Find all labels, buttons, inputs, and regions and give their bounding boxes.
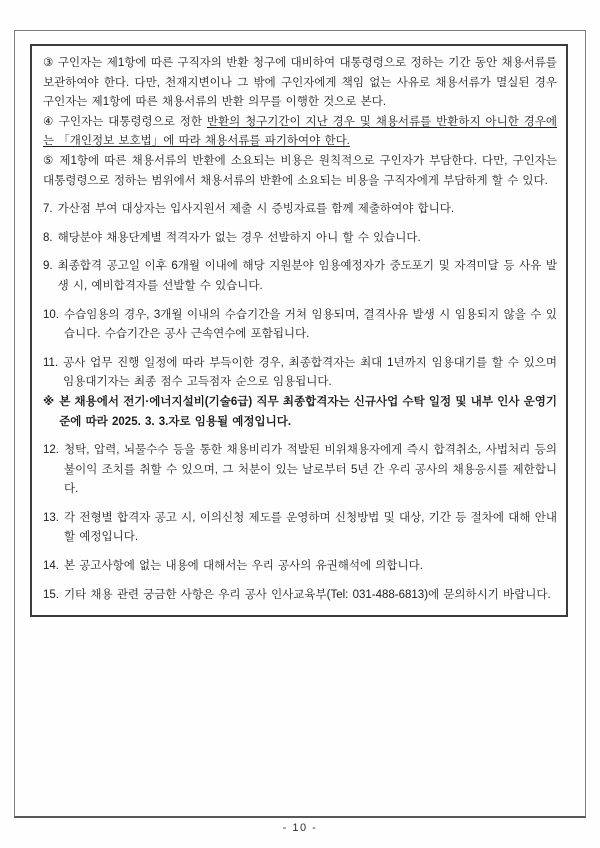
clause-4-underlined-text: 반환의 청구기간이 지난 경우 및 채용서류를 반환하지 아니한 경우에는 「개인정보 보호법」에 따라 채용서류를 파기하여야 한다. xyxy=(43,115,557,148)
item-number: 10. xyxy=(43,308,59,321)
list-item-14 xyxy=(43,557,557,577)
item-text: 최종합격 공고일 이후 6개월 이내에 해당 지원분야 임용예정자가 중도포기 및 자격미달 등 사유 발생 시, 예비합격자를 선발할 수 있습니다. xyxy=(57,260,557,292)
list-item-10 xyxy=(43,306,557,345)
item-text: 해당분야 채용단계별 적격자가 없는 경우 선발하지 아니 할 수 있습니다. xyxy=(57,231,421,244)
item-text: 수습임용의 경우, 3개월 이내의 수습기간을 거쳐 임용되며, 결격사유 발생 시 임용되지 않을 수 있습니다. 수습기간은 공사 근속연수에 포함됩니다. xyxy=(64,308,557,341)
notice-content-box xyxy=(30,44,568,617)
list-item-7 xyxy=(43,200,557,220)
note-item-appointment-date xyxy=(43,393,557,432)
item-text: 각 전형별 합격자 공고 시, 이의신청 제도를 운영하며 신청방법 및 대상, 기간 등 절차에 대해 안내할 예정입니다. xyxy=(64,511,557,544)
list-item-9 xyxy=(43,257,557,296)
item-number: 11. xyxy=(43,356,59,369)
reference-mark-icon: ※ xyxy=(43,395,55,408)
page-number: - 10 - xyxy=(282,822,318,834)
item-number: 15. xyxy=(43,588,59,601)
item-number: 13. xyxy=(43,511,59,524)
clause-3: ③ 구인자는 제1항에 따른 구직자의 반환 청구에 대비하여 대통령령으로 정하는 기간 동안 채용서류를 보관하여야 한다. 다만, 천재지변이나 그 밖에 구인자에게 책임 없는 사유로 채용서류가 멸실된 경우 구인자는 제1항에 따른 채용서류의 반환 의무를 이행한 것으로 본다. xyxy=(43,57,557,109)
list-item-8 xyxy=(43,229,557,249)
clause-4-normal-text: ④ 구인자는 대통령령으로 정한 xyxy=(43,115,207,128)
list-item-13 xyxy=(43,509,557,548)
item-number: 7. xyxy=(43,203,53,216)
clause-5: ⑤ 제1항에 따른 채용서류의 반환에 소요되는 비용은 원칙적으로 구인자가 부담한다. 다만, 구인자는 대통령령으로 정하는 범위에서 채용서류의 반환에 소요되는 비용을 구직자에게 부담하게 할 수 있다. xyxy=(43,154,557,187)
item-text: 청탁, 압력, 뇌물수수 등을 통한 채용비리가 적발된 비위채용자에게 즉시 합격취소, 사법처리 등의 불이익 조치를 취할 수 있으며, 그 처분이 있는 날로부터 5년 간 우리 공사의 채용응시를 제한합니다. xyxy=(64,444,557,496)
item-text: 기타 채용 관련 궁금한 사항은 우리 공사 인사교육부(Tel: 031-488-6813)에 문의하시기 바랍니다. xyxy=(64,588,551,601)
item-number: 8. xyxy=(43,231,53,244)
item-text: 본 공고사항에 없는 내용에 대해서는 우리 공사의 유권해석에 의합니다. xyxy=(64,560,423,573)
page-border xyxy=(14,30,586,818)
list-item-11 xyxy=(43,354,557,393)
clause-4 xyxy=(43,113,557,152)
item-number: 14. xyxy=(43,560,59,573)
list-item-15 xyxy=(43,586,557,606)
item-number: 9. xyxy=(43,260,53,273)
item-number: 12. xyxy=(43,444,59,457)
list-item-12 xyxy=(43,441,557,500)
note-text: 본 채용에서 전기·에너지설비(기술6급) 직무 최종합격자는 신규사업 수탁 일정 및 내부 인사 운영기준에 따라 2025. 3. 3.자로 임용될 예정입니다. xyxy=(59,395,557,428)
item-text: 공사 업무 진행 일정에 따라 부득이한 경우, 최종합격자는 최대 1년까지 임용대기를 할 수 있으며 임용대기자는 최종 점수 고득점자 순으로 임용됩니다. xyxy=(63,356,557,389)
item-text: 가산점 부여 대상자는 입사지원서 제출 시 증빙자료를 함께 제출하여야 합니다. xyxy=(57,203,455,216)
